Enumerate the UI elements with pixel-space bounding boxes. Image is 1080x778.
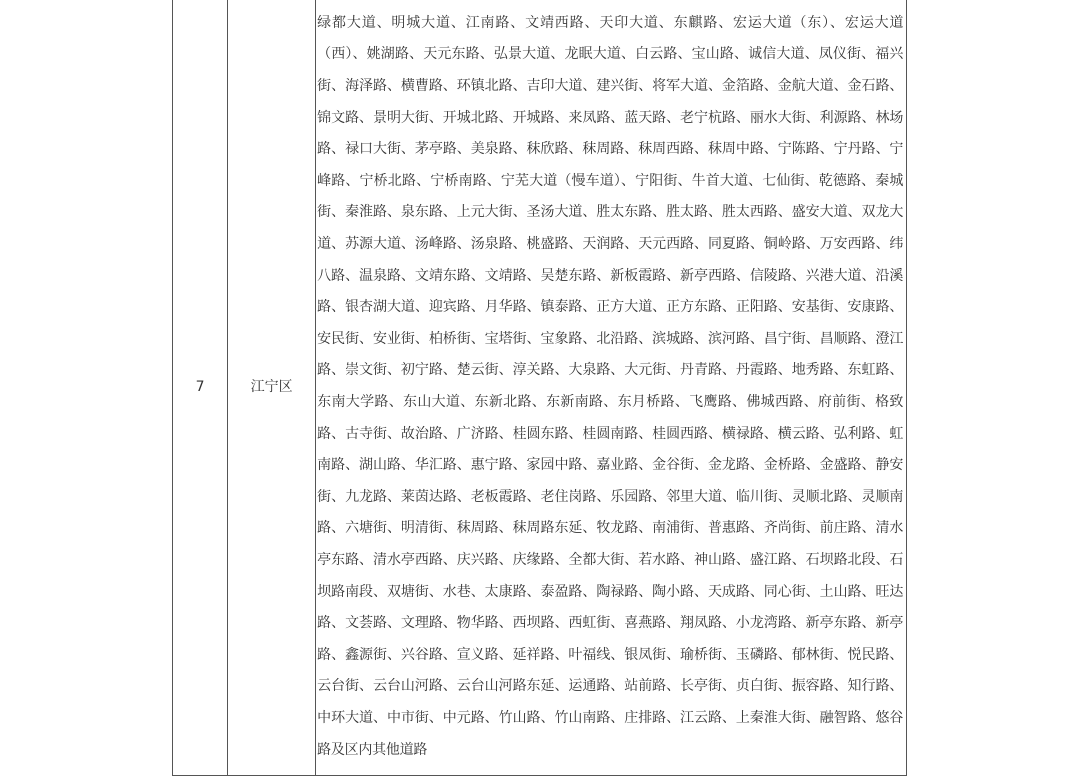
roads-cell (316, 0, 907, 776)
road-list-table (172, 0, 907, 776)
district-cell (228, 0, 316, 776)
row-number-cell (173, 0, 228, 776)
road-list-text: 绿都大道、明城大道、江南路、文靖西路、天印大道、东麒路、宏运大道（东）、宏运大道（西）、姚湖路、天元东路、弘景大道、龙眠大道、白云路、宝山路、诚信大道、凤仪街、福兴街、海泽路、横曹路、环镇北路、吉印大道、建兴街、将军大道、金箔路、金航大道、金石路、锦文路、景明大街、开城北路、开城路、来凤路、蓝天路、老宁杭路、丽水大街、利源路、林场路、禄口大街、茅亭路、美泉路、秣欣路、秣周路、秣周西路、秣周中路、宁陈路、宁丹路、宁峰路、宁桥北路、宁桥南路、宁芜大道（慢车道）、宁阳街、牛首大道、七仙街、乾德路、秦城街、秦淮路、泉东路、上元大街、圣汤大道、胜太东路、胜太路、胜太西路、盛安大道、双龙大道、苏源大道、汤峰路、汤泉路、桃盛路、天润路、天元西路、同夏路、铜岭路、万安西路、纬八路、温泉路、文靖东路、文靖路、吴楚东路、新板霞路、新亭西路、信陵路、兴港大道、沿溪路、银杏湖大道、迎宾路、月华路、镇泰路、正方大道、正方东路、正阳路、安基街、安康路、安民街、安业街、柏桥街、宝塔街、宝象路、北沿路、滨城路、滨河路、昌宁街、昌顺路、澄江路、崇文街、初宁路、楚云街、淳关路、大泉路、大元街、丹青路、丹霞路、地秀路、东虹路、东南大学路、东山大道、东新北路、东新南路、东月桥路、飞鹰路、佛城西路、府前街、格致路、古寺街、故治路、广济路、桂圆东路、桂圆南路、桂圆西路、横禄路、横云路、弘利路、虹南路、湖山路、华汇路、惠宁路、家园中路、嘉业路、金谷街、金龙路、金桥路、金盛路、静安街、九龙路、莱茵达路、老板霞路、老住岗路、乐园路、邻里大道、临川街、灵顺北路、灵顺南路、六塘街、明清街、秣周路、秣周路东延、牧龙路、南浦街、普惠路、齐尚街、前庄路、清水亭东路、清水亭西路、庆兴路、庆缘路、全都大街、若水路、神山路、盛江路、石坝路北段、石坝路南段、双塘街、水巷、太康路、泰盈路、陶禄路、陶小路、天成路、同心街、土山路、旺达路、文荟路、文理路、物华路、西坝路、西虹街、喜燕路、翔凤路、小龙湾路、新亭东路、新亭路、鑫源街、兴谷路、宣义路、延祥路、叶福线、银凤街、瑜桥街、玉磷路、郁林街、悦民路、云台街、云台山河路、云台山河路东延、运通路、站前路、长亭街、贞白街、振容路、知行路、中环大道、中市街、中元路、竹山路、竹山南路、庄排路、江云路、上秦淮大街、融智路、悠谷路及区内其他道路 (317, 14, 904, 758)
row-number: 7 (195, 379, 205, 395)
table-row (173, 0, 907, 776)
district-name: 江宁区 (250, 379, 293, 395)
